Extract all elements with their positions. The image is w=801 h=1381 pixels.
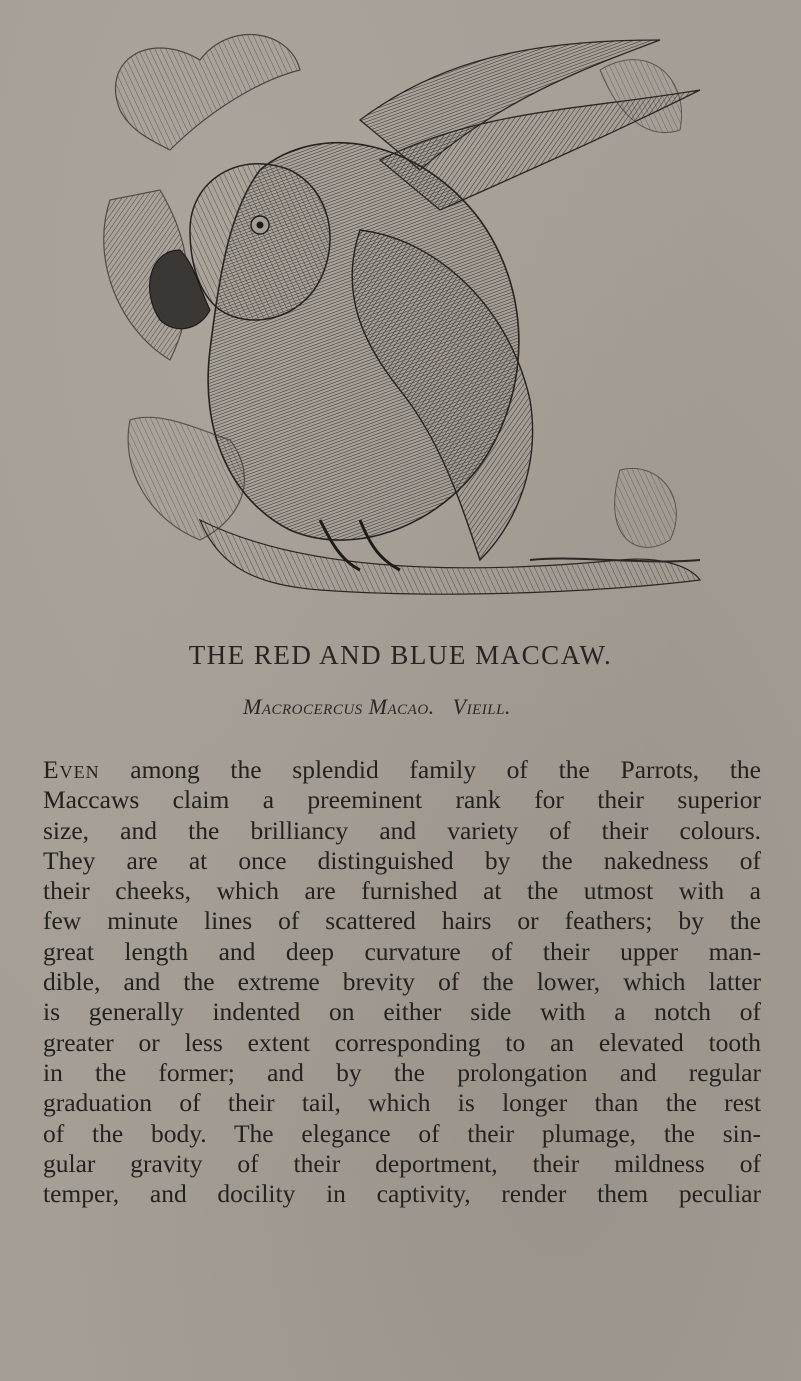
text-line: greater or less extent corresponding to an elevated tooth	[43, 1027, 761, 1057]
text-line: graduation of their tail, which is longer than the rest	[43, 1088, 761, 1118]
body-paragraph	[43, 755, 761, 1209]
text-line: size, and the brilliancy and variety of their colours.	[43, 815, 761, 845]
author-name: Vieill.	[452, 694, 511, 719]
text-line: their cheeks, which are furnished at the utmost with a	[43, 876, 761, 906]
text-line: Maccaws claim a preeminent rank for their superior	[43, 785, 761, 815]
text-line: temper, and docility in captivity, render them peculiar	[43, 1179, 761, 1209]
text-line: of the body. The elegance of their plumage, the sin-	[43, 1118, 761, 1148]
text-line: great length and deep curvature of their upper man-	[43, 936, 761, 966]
first-word: Even	[43, 755, 100, 784]
scientific-name: Macrocercus Macao.	[243, 694, 435, 719]
text-line: in the former; and by the prolongation and regular	[43, 1057, 761, 1087]
macaw-engraving-illustration	[60, 0, 740, 615]
text-line: They are at once distinguished by the nakedness of	[43, 845, 761, 875]
text-line: gular gravity of their deportment, their mildness of	[43, 1148, 761, 1178]
text-line-segment: among the splendid family of the Parrots, the	[99, 755, 761, 784]
text-line: few minute lines of scattered hairs or feathers; by the	[43, 906, 761, 936]
page-title: THE RED AND BLUE MACCAW.	[188, 640, 613, 670]
macaw-illustration-icon	[60, 0, 740, 615]
scientific-name-line	[243, 694, 511, 720]
text-line	[43, 755, 761, 785]
text-line: dible, and the extreme brevity of the lower, which latter	[43, 967, 761, 997]
text-line: is generally indented on either side with a notch of	[43, 997, 761, 1027]
